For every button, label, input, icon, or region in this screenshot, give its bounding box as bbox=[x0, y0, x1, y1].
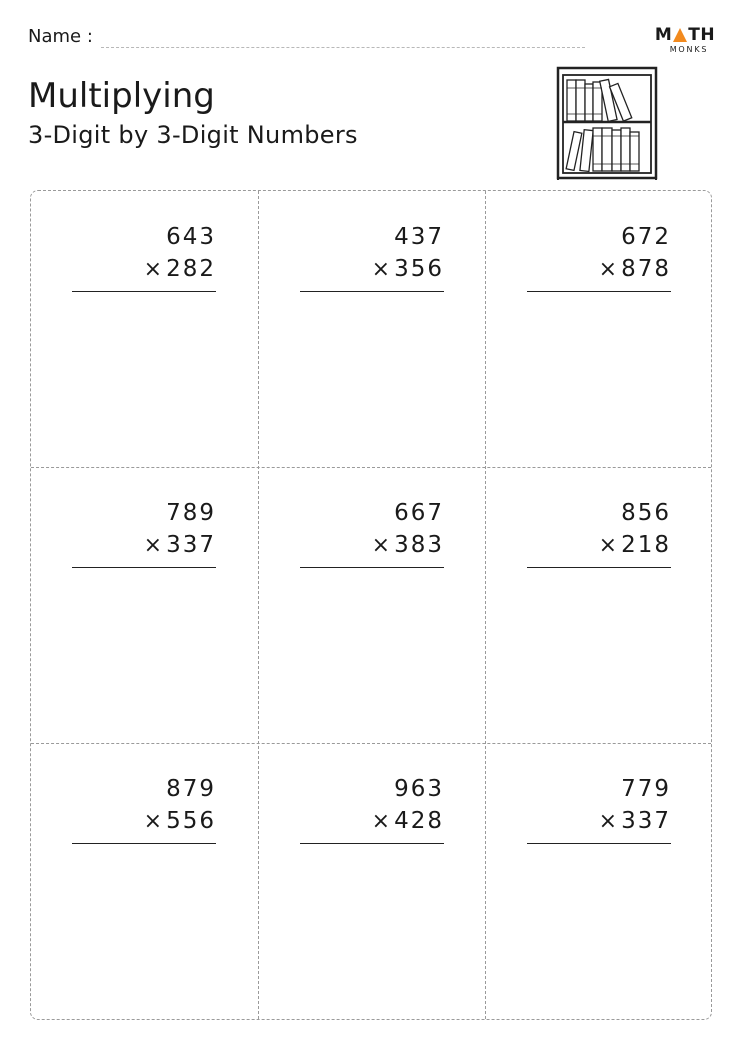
multiplier-row bbox=[527, 253, 671, 285]
times-symbol: × bbox=[143, 257, 165, 282]
logo-text-m: M bbox=[654, 25, 673, 45]
times-symbol: × bbox=[598, 809, 620, 834]
multiplier: 282 bbox=[166, 256, 216, 282]
multiplier: 337 bbox=[166, 532, 216, 558]
multiplier-row bbox=[72, 253, 216, 285]
problem-1 bbox=[72, 221, 216, 292]
logo-triangle-icon bbox=[673, 28, 687, 42]
problem-3 bbox=[527, 221, 671, 292]
multiplicand: 856 bbox=[621, 500, 671, 526]
multiplier: 556 bbox=[166, 808, 216, 834]
bookshelf-icon bbox=[556, 66, 658, 182]
answer-line bbox=[72, 291, 216, 292]
problem-grid bbox=[30, 190, 712, 1020]
multiplier-row bbox=[300, 253, 444, 285]
times-symbol: × bbox=[598, 257, 620, 282]
times-symbol: × bbox=[598, 533, 620, 558]
multiplier: 383 bbox=[394, 532, 444, 558]
page-title: Multiplying bbox=[28, 76, 215, 116]
answer-line bbox=[527, 567, 671, 568]
logo-subtext: MONKS bbox=[669, 45, 709, 54]
problem-2 bbox=[300, 221, 444, 292]
multiplier: 337 bbox=[621, 808, 671, 834]
logo-text-th: TH bbox=[688, 25, 716, 45]
multiplicand: 789 bbox=[166, 500, 216, 526]
problem-7 bbox=[72, 773, 216, 844]
multiplier: 878 bbox=[621, 256, 671, 282]
problem-5 bbox=[300, 497, 444, 568]
times-symbol: × bbox=[143, 809, 165, 834]
multiplicand: 643 bbox=[166, 224, 216, 250]
name-row bbox=[28, 26, 585, 48]
grid-divider bbox=[31, 467, 711, 468]
answer-line bbox=[72, 843, 216, 844]
multiplier: 218 bbox=[621, 532, 671, 558]
times-symbol: × bbox=[371, 809, 393, 834]
logo-wordmark bbox=[655, 26, 715, 44]
multiplicand: 672 bbox=[621, 224, 671, 250]
multiplier-row bbox=[72, 529, 216, 561]
problem-4 bbox=[72, 497, 216, 568]
answer-line bbox=[527, 291, 671, 292]
name-field[interactable] bbox=[101, 27, 585, 48]
name-label: Name : bbox=[28, 26, 93, 47]
multiplier-row bbox=[300, 805, 444, 837]
problem-6 bbox=[527, 497, 671, 568]
math-monks-logo bbox=[655, 26, 715, 54]
times-symbol: × bbox=[371, 257, 393, 282]
multiplier: 428 bbox=[394, 808, 444, 834]
answer-line bbox=[300, 291, 444, 292]
answer-line bbox=[300, 567, 444, 568]
multiplicand: 667 bbox=[394, 500, 444, 526]
times-symbol: × bbox=[371, 533, 393, 558]
multiplier-row bbox=[527, 805, 671, 837]
answer-line bbox=[527, 843, 671, 844]
multiplicand: 879 bbox=[166, 776, 216, 802]
multiplier: 356 bbox=[394, 256, 444, 282]
problem-9 bbox=[527, 773, 671, 844]
grid-divider bbox=[31, 743, 711, 744]
multiplicand: 437 bbox=[394, 224, 444, 250]
multiplicand: 963 bbox=[394, 776, 444, 802]
problem-8 bbox=[300, 773, 444, 844]
answer-line bbox=[72, 567, 216, 568]
multiplier-row bbox=[300, 529, 444, 561]
multiplier-row bbox=[72, 805, 216, 837]
multiplier-row bbox=[527, 529, 671, 561]
times-symbol: × bbox=[143, 533, 165, 558]
grid-divider bbox=[485, 191, 486, 1019]
grid-divider bbox=[258, 191, 259, 1019]
multiplicand: 779 bbox=[621, 776, 671, 802]
page-subtitle: 3-Digit by 3-Digit Numbers bbox=[28, 121, 358, 149]
answer-line bbox=[300, 843, 444, 844]
